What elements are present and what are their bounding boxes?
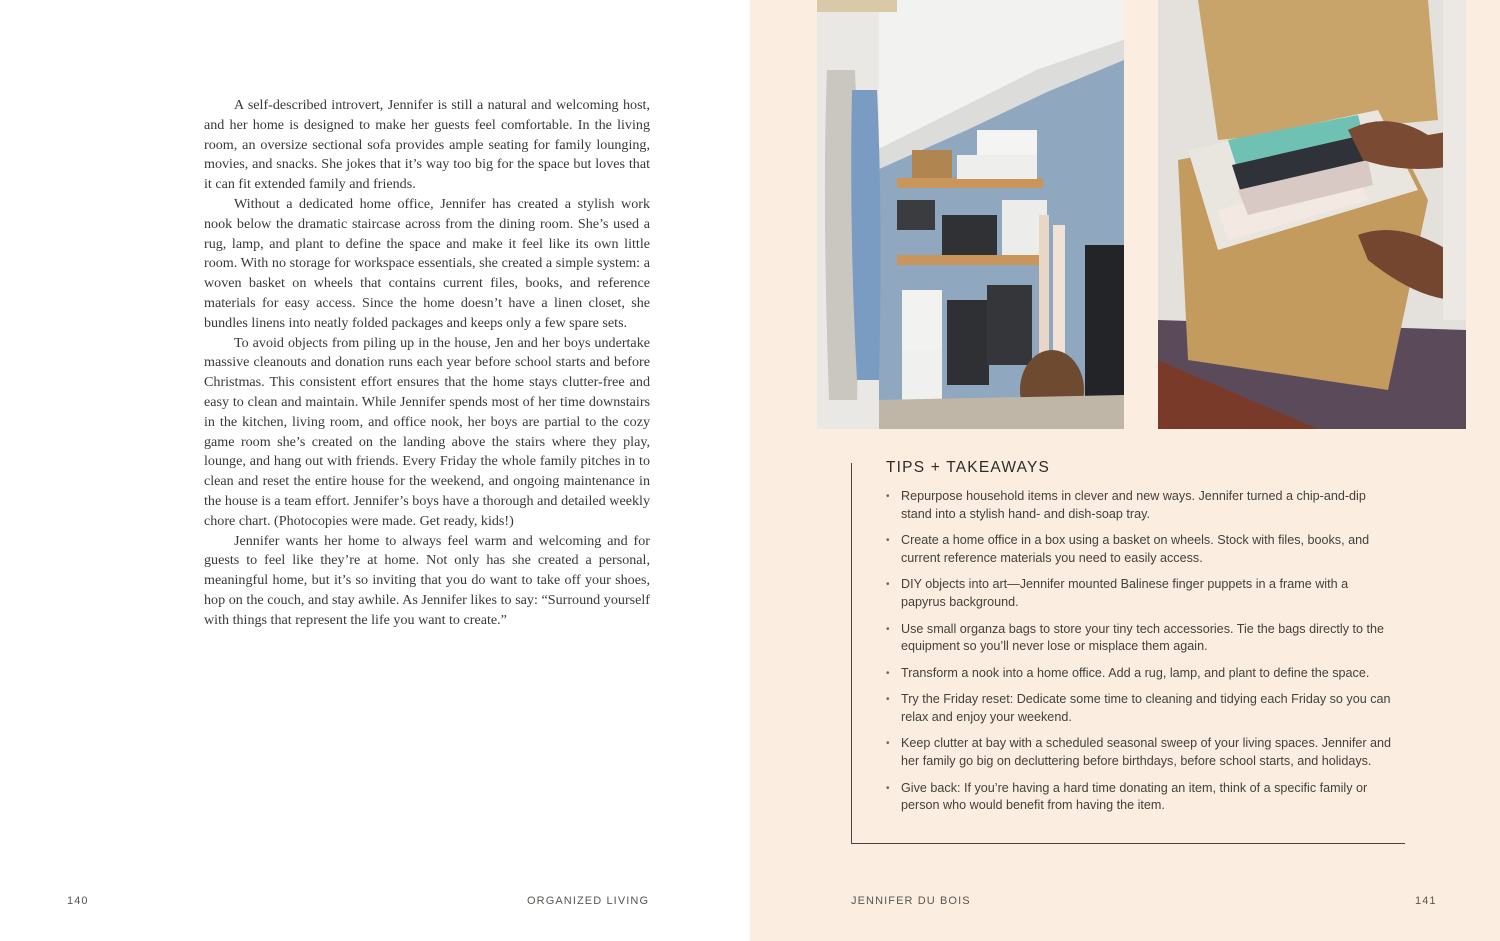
bullet-icon: • — [886, 667, 890, 679]
tip-text: Try the Friday reset: Dedicate some time to cleaning and tidying each Friday so you can relax and enjoy your weekend. — [901, 692, 1391, 724]
paragraph: Without a dedicated home office, Jennifer has created a stylish work nook below the dramatic staircase across from the dining room. She’s used a rug, lamp, and plant to define the space and make it feel like its own little room. With no storage for workspace essentials, she created a simple system: a woven basket on wheels that contains current files, books, and reference materials for easy access. Since the home doesn’t have a linen closet, she bundles linens into neatly folded packages and keeps only a few spare sets. — [204, 195, 650, 331]
tip-item — [886, 665, 1396, 683]
tip-item — [886, 691, 1396, 727]
tip-text: Use small organza bags to store your tiny tech accessories. Tie the bags directly to the equipment so you’ll never lose or misplace them again. — [901, 621, 1384, 654]
tip-item — [886, 532, 1396, 568]
tip-text: Keep clutter at bay with a scheduled seasonal sweep of your living spaces. Jennifer and her family go big on decluttering before birthdays, before school starts, and holidays. — [901, 736, 1392, 769]
bullet-icon: • — [886, 738, 890, 750]
closet-storage-photo — [817, 0, 1124, 429]
tip-text: Transform a nook into a home office. Add a rug, lamp, and plant to define the space. — [901, 665, 1370, 680]
page-number-right: 141 — [1415, 895, 1437, 907]
tips-list — [886, 488, 1396, 824]
tip-text: Create a home office in a box using a basket on wheels. Stock with files, books, and current reference materials you need to easily access. — [901, 533, 1370, 565]
bullet-icon: • — [886, 623, 890, 635]
tip-text: DIY objects into art—Jennifer mounted Balinese finger puppets in a frame with a papyrus background. — [901, 577, 1349, 610]
tip-text: Give back: If you’re having a hard time donating an item, think of a specific family or person who would benefit from having the item. — [901, 780, 1368, 813]
woven-file-basket-photo — [1158, 0, 1466, 429]
tip-text: Repurpose household items in clever and new ways. Jennifer turned a chip-and-dip stand into a stylish hand- and dish-soap tray. — [901, 489, 1366, 521]
bullet-icon: • — [886, 694, 890, 706]
tip-item — [886, 488, 1396, 524]
tips-box — [851, 459, 1405, 844]
running-head-left: ORGANIZED LIVING — [527, 895, 650, 907]
page-number-left: 140 — [67, 895, 89, 907]
paragraph: A self-described introvert, Jennifer is still a natural and welcoming host, and her home is designed to make her guests feel comfortable. In the living room, an oversize sectional sofa provides ample seating for family lounging, movies, and snacks. She jokes that it’s way too big for the space but loves that it can fit extended family and friends. — [204, 97, 650, 193]
body-text — [204, 96, 650, 631]
tips-title: TIPS + TAKEAWAYS — [886, 459, 1051, 476]
bullet-icon: • — [886, 535, 890, 547]
paragraph: Jennifer wants her home to always feel warm and welcoming and for guests to feel like they’re at home. Not only has she created a personal, meaningful home, but it’s so inviting that you do want to take off your shoes, hop on the couch, and stay awhile. As Jennifer likes to say: “Surround yourself with things that represent the life you want to create.” — [204, 532, 650, 628]
tip-item — [886, 576, 1396, 612]
paragraph: To avoid objects from piling up in the house, Jen and her boys undertake massive cleanouts and donation runs each year before school starts and before Christmas. This consistent effort ensures that the home stays clutter-free and easy to clean and maintain. While Jennifer spends most of her time downstairs in the kitchen, living room, and office nook, her boys are partial to the cozy game room she’s created on the landing above the stairs where they play, lounge, and hang out with friends. Every Friday the whole family pitches in to clean and reset the entire house for the weekend, and ongoing maintenance in the house is a team effort. Jennifer’s boys have a thorough and detailed weekly chore chart. (Photocopies were made. Get ready, kids!) — [204, 334, 650, 529]
tip-item — [886, 735, 1396, 771]
bullet-icon: • — [886, 491, 890, 502]
tip-item — [886, 780, 1396, 816]
bullet-icon: • — [886, 579, 890, 591]
bullet-icon: • — [886, 782, 890, 794]
tip-item — [886, 621, 1396, 657]
running-head-right: JENNIFER DU BOIS — [851, 895, 971, 907]
